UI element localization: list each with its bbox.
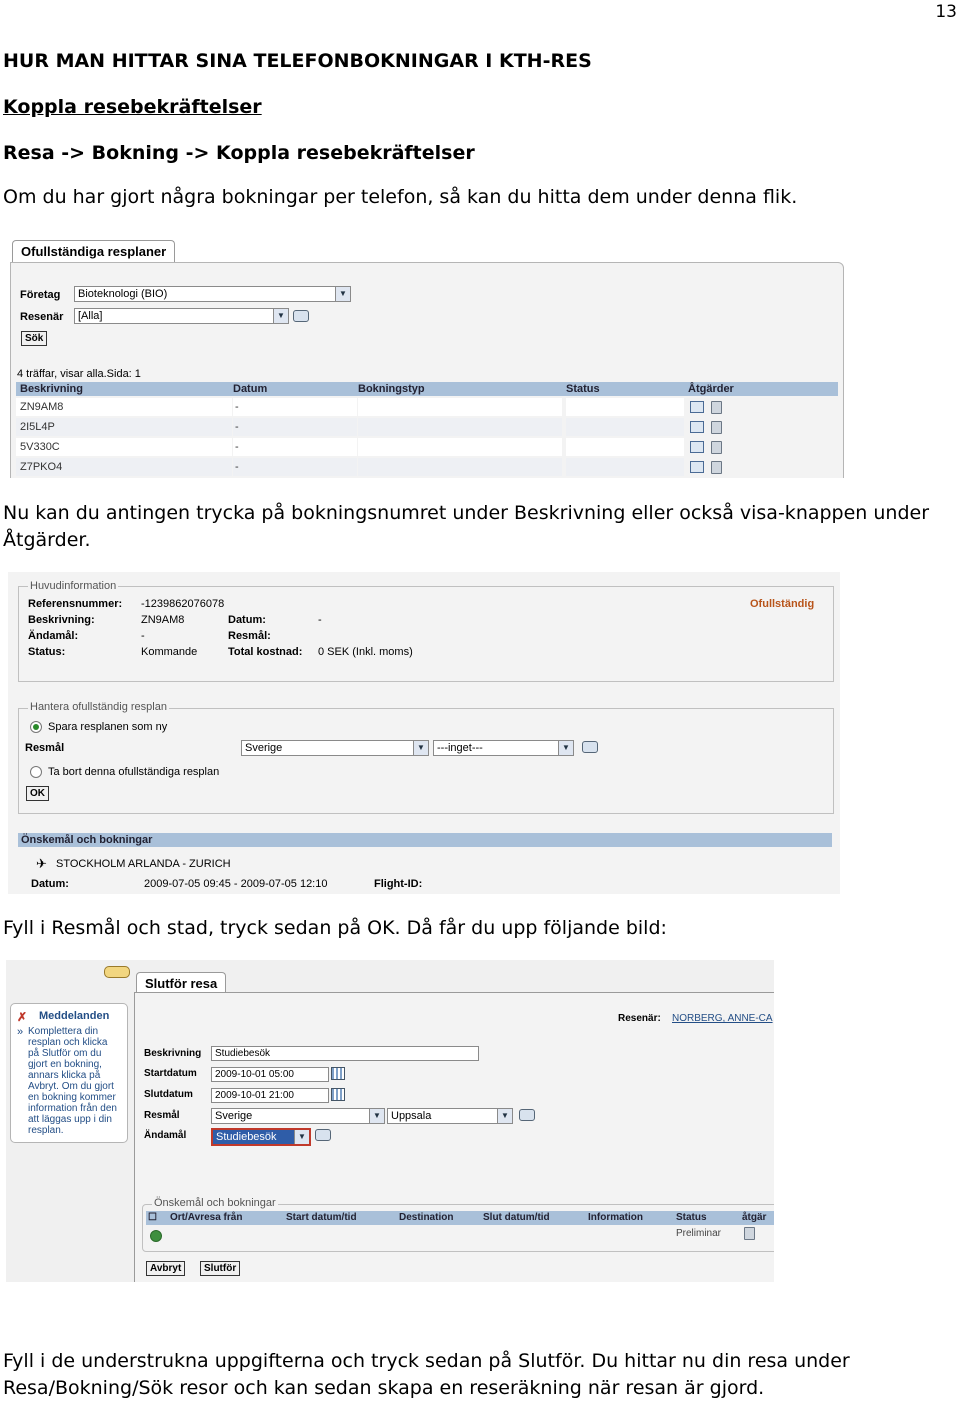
country-select-value: Sverige [245, 742, 283, 754]
status-dot-icon [150, 1230, 162, 1242]
table-row [16, 438, 838, 456]
purpose-select[interactable] [211, 1128, 311, 1146]
page-number: 13 [935, 2, 957, 22]
message-line: en bokning kommer [28, 1092, 116, 1103]
booking-type-cell [358, 418, 562, 436]
message-line: resplan och klicka [28, 1037, 108, 1048]
message-line: resplan. [28, 1125, 64, 1136]
chevron-down-icon[interactable]: ▼ [413, 741, 428, 755]
collapse-panel-icon[interactable] [104, 966, 130, 978]
booking-date: - [233, 398, 357, 416]
page-heading: HUR MAN HITTAR SINA TELEFONBOKNINGAR I KTH-RES [3, 50, 592, 72]
status-cell [566, 398, 684, 416]
column-header-origin[interactable]: Ort/Avresa från [170, 1212, 243, 1223]
description-label: Beskrivning [144, 1048, 202, 1059]
message-line: information från den [28, 1103, 117, 1114]
keep-plan-radio[interactable] [30, 721, 42, 733]
country-select[interactable] [241, 740, 429, 756]
booking-date: - [233, 418, 357, 436]
purpose-value: - [141, 630, 145, 642]
tab-finish-trip[interactable]: Slutför resa [136, 972, 226, 995]
date-value: - [318, 614, 322, 626]
booking-date: - [233, 438, 357, 456]
destination-field-label: Resmål [25, 742, 65, 754]
traveller-label: Resenär: [618, 1013, 661, 1024]
section-heading-link[interactable]: Koppla resebekräftelser [3, 96, 262, 118]
date-label: Datum: [228, 614, 266, 626]
checkbox-icon[interactable]: ☐ [148, 1212, 157, 1223]
purpose-select-value: Studiebesök [216, 1131, 277, 1143]
column-header-start[interactable]: Start datum/tid [286, 1212, 357, 1223]
message-line: annars klicka på [28, 1070, 101, 1081]
trash-icon[interactable] [711, 461, 722, 474]
traveller-select-value: [Alla] [78, 310, 103, 322]
status-value: Kommande [141, 646, 198, 658]
message-line: på Slutför om du [28, 1048, 102, 1059]
column-header-end[interactable]: Slut datum/tid [483, 1212, 550, 1223]
total-cost-label: Total kostnad: [228, 646, 303, 658]
navigation-path-heading: Resa -> Bokning -> Koppla resebekräftelser [3, 142, 475, 164]
column-header-status[interactable]: Status [676, 1212, 707, 1223]
column-header-actions[interactable]: Åtgärder [688, 383, 734, 395]
description-label: Beskrivning: [28, 614, 95, 626]
end-date-label: Slutdatum [144, 1089, 193, 1100]
bookings-group-title: Önskemål och bokningar [154, 1197, 276, 1209]
column-header-date[interactable]: Datum [233, 383, 268, 395]
closing-paragraph-line2: Resa/Bokning/Sök resor och kan sedan skapa en reseräkning när resan är gjord. [3, 1377, 765, 1399]
message-line: Komplettera din [28, 1026, 99, 1037]
booking-type-cell [358, 458, 562, 476]
trash-icon[interactable] [711, 421, 722, 434]
status-label: Status: [28, 646, 66, 658]
chevron-down-icon[interactable]: ▼ [497, 1109, 512, 1123]
column-header-status[interactable]: Status [566, 383, 600, 395]
destination-label: Resmål [144, 1110, 180, 1121]
find-traveller-icon[interactable] [293, 310, 309, 322]
view-icon[interactable] [690, 401, 704, 413]
city-select[interactable] [433, 740, 574, 756]
column-header-destination[interactable]: Destination [399, 1212, 454, 1223]
total-cost-value: 0 SEK (Inkl. moms) [318, 646, 413, 658]
calendar-icon[interactable] [331, 1088, 345, 1101]
column-header-actions[interactable]: åtgär [742, 1212, 767, 1223]
plane-icon: ✈ [36, 856, 47, 871]
city-select-value: Uppsala [391, 1110, 432, 1122]
column-header-description[interactable]: Beskrivning [20, 383, 83, 395]
status-cell [566, 458, 684, 476]
country-select[interactable] [211, 1108, 385, 1124]
keep-plan-label: Spara resplanen som ny [48, 721, 168, 733]
start-date-input[interactable]: 2009-10-01 05:00 [211, 1067, 329, 1082]
message-line: att läggas upp i din [28, 1114, 112, 1125]
route-label: STOCKHOLM ARLANDA - ZURICH [56, 858, 231, 870]
status-badge: Ofullständig [750, 598, 815, 610]
booking-code-link[interactable]: Z7PKO4 [16, 458, 232, 476]
warning-icon: ✗ [17, 1010, 28, 1024]
handle-plan-title: Hantera ofullständig resplan [30, 701, 167, 713]
bullet-icon: » [17, 1026, 24, 1038]
destination-label: Resmål: [228, 630, 271, 642]
chevron-down-icon[interactable]: ▼ [273, 309, 288, 323]
trash-icon[interactable] [744, 1227, 755, 1240]
country-select-value: Sverige [215, 1110, 253, 1122]
intro-paragraph: Om du har gjort några bokningar per telefon, så kan du hitta dem under denna flik. [3, 186, 798, 208]
end-date-input[interactable]: 2009-10-01 21:00 [211, 1088, 329, 1103]
reference-label: Referensnummer: [28, 598, 123, 610]
result-info: 4 träffar, visar alla.Sida: 1 [17, 368, 141, 380]
purpose-label: Ändamål: [28, 630, 79, 642]
flight-date-value: 2009-07-05 09:45 - 2009-07-05 12:10 [144, 878, 328, 890]
booking-date: - [233, 458, 357, 476]
find-city-icon[interactable] [519, 1109, 535, 1121]
booking-type-cell [358, 438, 562, 456]
status-cell [566, 418, 684, 436]
main-info-title: Huvudinformation [30, 580, 117, 592]
instruction-paragraph-3: Fyll i Resmål och stad, tryck sedan på OK. Då får du upp följande bild: [3, 917, 667, 939]
view-icon[interactable] [690, 441, 704, 453]
table-row [16, 418, 838, 436]
delete-plan-label: Ta bort denna ofullständiga resplan [48, 766, 220, 778]
booking-code-link[interactable]: 2I5L4P [16, 418, 232, 436]
table-row [16, 458, 838, 476]
screenshot-incomplete-plans [10, 240, 848, 478]
chevron-down-icon[interactable]: ▼ [335, 287, 350, 301]
reference-value: -1239862076078 [141, 598, 225, 610]
flight-date-label: Datum: [31, 878, 69, 890]
finish-button[interactable]: Slutför [200, 1261, 240, 1276]
find-city-icon[interactable] [582, 741, 598, 753]
delete-plan-radio[interactable] [30, 766, 42, 778]
traveller-label: Resenär [20, 311, 64, 323]
trash-icon[interactable] [711, 441, 722, 454]
booking-status: Preliminar [676, 1228, 722, 1239]
requests-bookings-bar [18, 833, 832, 847]
calendar-icon[interactable] [331, 1067, 345, 1080]
description-input[interactable]: Studiebesök [211, 1046, 479, 1061]
city-select[interactable] [387, 1108, 513, 1124]
company-select-value: Bioteknologi (BIO) [78, 288, 168, 300]
instruction-paragraph-line2: Åtgärder. [3, 529, 91, 551]
status-cell [566, 438, 684, 456]
closing-paragraph-line1: Fyll i de understrukna uppgifterna och tryck sedan på Slutför. Du hittar nu din resa under [3, 1350, 850, 1372]
city-select-value: ---inget--- [437, 742, 483, 754]
ok-button[interactable]: OK [26, 786, 49, 801]
message-line: gjort en bokning, [28, 1059, 102, 1070]
company-label: Företag [20, 289, 61, 301]
cancel-button[interactable]: Avbryt [146, 1261, 185, 1276]
column-header-information[interactable]: Information [588, 1212, 643, 1223]
purpose-label: Ändamål [144, 1130, 187, 1141]
requests-bookings-title: Önskemål och bokningar [21, 834, 153, 846]
booking-code-link[interactable]: 5V330C [16, 438, 232, 456]
table-row [16, 398, 838, 416]
messages-panel [10, 1003, 128, 1143]
traveller-name[interactable]: NORBERG, ANNE-CA [672, 1013, 773, 1024]
traveller-select[interactable] [74, 308, 289, 324]
search-button[interactable]: Sök [21, 331, 47, 346]
screenshot-plan-details [8, 572, 840, 894]
chevron-down-icon[interactable]: ▼ [294, 1130, 309, 1144]
messages-title: Meddelanden [39, 1010, 110, 1022]
booking-type-cell [358, 398, 562, 416]
view-icon[interactable] [690, 421, 704, 433]
start-date-label: Startdatum [144, 1068, 197, 1079]
screenshot-finish-trip [6, 960, 774, 1282]
instruction-paragraph-line1: Nu kan du antingen trycka på bokningsnumret under Beskrivning eller också visa-knappen under [3, 502, 930, 524]
bookings-table-header [146, 1211, 774, 1225]
search-panel [10, 262, 844, 478]
trash-icon[interactable] [711, 401, 722, 414]
chevron-down-icon[interactable]: ▼ [369, 1109, 384, 1123]
find-purpose-icon[interactable] [315, 1129, 331, 1141]
messages-text [28, 1026, 117, 1136]
flight-id-label: Flight-ID: [374, 878, 423, 890]
tab-incomplete-plans[interactable]: Ofullständiga resplaner [12, 240, 175, 265]
results-table-header [16, 382, 838, 396]
company-select[interactable] [74, 286, 351, 302]
chevron-down-icon[interactable]: ▼ [558, 741, 573, 755]
booking-code-link[interactable]: ZN9AM8 [16, 398, 232, 416]
column-header-booking-type[interactable]: Bokningstyp [358, 383, 425, 395]
message-line: Avbryt. Om du gjort [28, 1081, 114, 1092]
description-value: ZN9AM8 [141, 614, 185, 626]
view-icon[interactable] [690, 461, 704, 473]
